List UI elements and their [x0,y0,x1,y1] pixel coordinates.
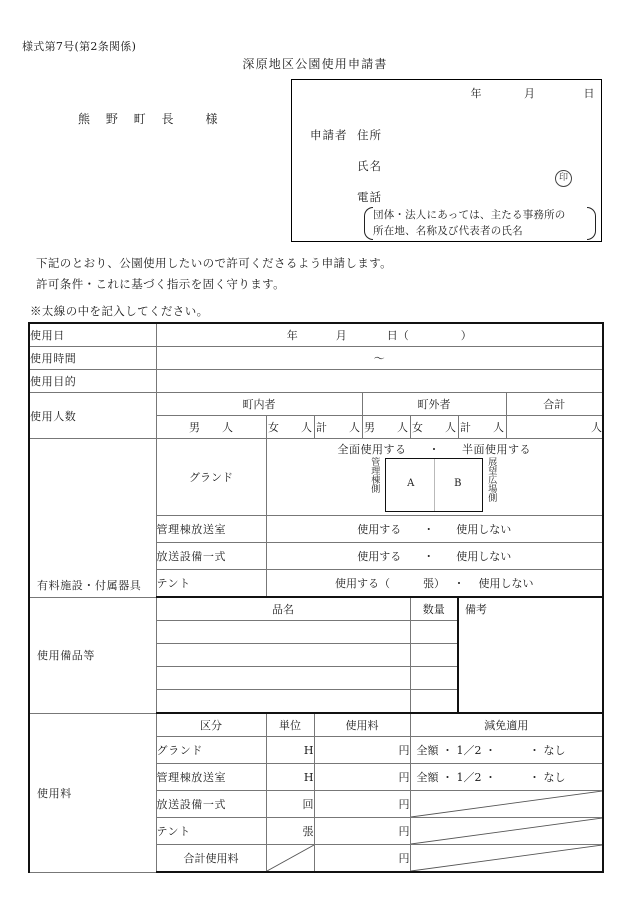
fee-reduction-grand-none[interactable]: なし [543,744,566,757]
fees-col-division: 区分 [156,713,266,737]
fee-reduction-broadcast-room-sep1: ・ [442,771,453,784]
label-equipment: 使用備品等 [29,597,156,713]
facility-name-tent: テント [156,570,266,598]
label-use-purpose: 使用目的 [29,370,156,393]
fees-col-reduction: 減免適用 [410,713,603,737]
table-row-use-purpose [29,370,603,393]
fee-reduction-grand-sep3: ・ [529,744,540,757]
diagonal-strike-icon [411,845,603,871]
corporate-note-line2: 所在地、名称及び代表者の氏名 [373,225,523,237]
fee-amount-total[interactable]: 円 [314,845,410,873]
value-use-time[interactable]: ～ [156,347,603,370]
grand-cell-b[interactable]: B [454,478,462,489]
request-statement-line1: 下記のとおり、公園使用したいので許可くださるよう申請します。 [36,256,393,270]
addressee-honorific: 様 [205,112,218,126]
value-use-purpose[interactable] [156,370,603,393]
grand-option-half[interactable]: 半面使用する [462,443,531,456]
value-use-date [156,323,603,347]
tent-opt-use[interactable]: 使用する（ 張） [335,577,440,590]
fee-division-total: 合計使用料 [156,845,266,873]
broadcast-room-opt-nouse[interactable]: 使用しない [456,523,512,536]
tent-opt-nouse[interactable]: 使用しない [478,577,534,590]
request-statement-line2: 許可条件・これに基づく指示を固く守ります。 [36,277,285,291]
equipment-item-2[interactable] [156,644,410,667]
table-row-headcount-groups [29,393,603,416]
fee-unit-grand: H [266,737,314,764]
table-row-fees-header [29,713,603,737]
label-use-date: 使用日 [29,323,156,347]
grand-option-line [267,441,603,457]
fee-division-grand: グランド [156,737,266,764]
broadcast-equipment-opt-use[interactable]: 使用する [357,550,402,563]
diagonal-strike-icon [411,791,603,817]
use-date-day-close: ） [460,329,472,342]
table-row-equipment-header [29,597,603,621]
left-paren-bracket [364,207,373,240]
headcount-total[interactable]: 人 [506,416,603,439]
equipment-item-4[interactable] [156,690,410,714]
label-fees: 使用料 [29,713,156,872]
table-row-use-time [29,347,603,370]
date-line [292,85,603,101]
equipment-qty-1[interactable] [410,621,458,644]
fee-reduction-grand-half[interactable]: 1／2 [456,744,482,757]
broadcast-room-separator: ・ [423,523,435,536]
grand-option-full[interactable]: 全面使用する [337,443,407,456]
equipment-qty-4[interactable] [410,690,458,714]
equipment-item-1[interactable] [156,621,410,644]
facility-broadcast-room-options [266,516,603,543]
broadcast-equipment-separator: ・ [423,550,435,563]
fee-reduction-broadcast-room-full[interactable]: 全額 [416,771,439,784]
facility-tent-options [266,570,603,598]
date-month-label: 月 [524,87,536,100]
table-row-use-date [29,323,603,347]
equipment-col-item: 品名 [156,597,410,621]
application-table [28,322,604,873]
facility-grand-options [266,439,603,516]
label-use-time: 使用時間 [29,347,156,370]
fee-reduction-tent [410,818,603,845]
fee-reduction-total [410,845,603,873]
broadcast-room-opt-use[interactable]: 使用する [357,523,402,536]
corporate-note-line1: 団体・法人にあっては、主たる事務所の [373,209,566,221]
headcount-out-sum[interactable]: 計 人 [458,416,506,439]
grand-side-label-right: 展望広場側 [486,457,497,502]
facility-name-broadcast-equipment: 放送設備一式 [156,543,266,570]
table-row-facility-grand [29,439,603,516]
label-headcount: 使用人数 [29,393,156,439]
fee-reduction-grand-full[interactable]: 全額 [416,744,439,757]
use-date-year: 年 [286,329,298,342]
applicant-label: 申請者 [310,128,348,142]
addressee [78,110,217,127]
date-year-label: 年 [470,87,482,100]
document-title: 深原地区公園使用申請書 [242,57,388,71]
fees-col-unit: 単位 [266,713,314,737]
broadcast-equipment-opt-nouse[interactable]: 使用しない [456,550,512,563]
applicant-box [291,79,602,242]
fee-reduction-broadcast-room-none[interactable]: なし [543,771,566,784]
fee-reduction-grand-sep2: ・ [485,744,496,757]
equipment-qty-3[interactable] [410,667,458,690]
fees-col-fee: 使用料 [314,713,410,737]
tel-field-label: 電話 [357,190,382,204]
form-code: 様式第7号(第2条関係) [22,40,137,53]
corporate-note-text [373,207,589,239]
headcount-in-sum[interactable]: 計 人 [314,416,362,439]
fee-reduction-broadcast-room-half[interactable]: 1／2 [456,771,482,784]
addressee-name: 熊 野 町 長 [78,112,180,126]
diagonal-strike-icon [267,845,314,871]
facility-broadcast-equipment-options [266,543,603,570]
equipment-col-remarks: 備考 [465,603,487,616]
fee-reduction-broadcast-room [410,764,603,791]
grand-option-separator: ・ [428,443,440,456]
headcount-out-male[interactable]: 男 人 [362,416,410,439]
headcount-group-total: 合計 [506,393,603,416]
fee-amount-broadcast-room[interactable]: 円 [314,764,410,791]
fee-reduction-grand-sep1: ・ [442,744,453,757]
fee-amount-grand[interactable]: 円 [314,737,410,764]
date-day-label: 日 [583,87,595,100]
fee-unit-broadcast-equipment: 回 [266,791,314,818]
grand-diagram-wrapper [267,439,603,515]
headcount-in-male[interactable]: 男 人 [156,416,266,439]
fee-amount-broadcast-equipment[interactable]: 円 [314,791,410,818]
use-date-month: 月 [335,329,347,342]
fee-division-broadcast-room: 管理棟放送室 [156,764,266,791]
fee-reduction-broadcast-room-sep2: ・ [485,771,496,784]
corporate-note [364,207,596,240]
seal-icon: 印 [555,170,572,187]
grand-side-label-left: 管理棟側 [369,457,380,493]
label-facilities: 有料施設・付属器具 [29,439,156,598]
headcount-in-female[interactable]: 女 人 [266,416,314,439]
fee-reduction-broadcast-equipment [410,791,603,818]
fee-division-broadcast-equipment: 放送設備一式 [156,791,266,818]
fee-unit-tent: 張 [266,818,314,845]
instruction-note: ※太線の中を記入してください。 [30,304,209,318]
equipment-remarks-cell[interactable] [458,597,603,713]
equipment-qty-2[interactable] [410,644,458,667]
name-field-label: 氏名 [357,159,382,173]
facility-name-broadcast-room: 管理棟放送室 [156,516,266,543]
equipment-item-3[interactable] [156,667,410,690]
fee-reduction-grand [410,737,603,764]
headcount-group-in-town: 町内者 [156,393,362,416]
grand-ab-diagram [385,458,483,512]
fee-division-tent: テント [156,818,266,845]
diagonal-strike-icon [411,818,603,844]
fee-unit-broadcast-room: H [266,764,314,791]
grand-cell-a[interactable]: A [407,478,415,489]
headcount-out-female[interactable]: 女 人 [410,416,458,439]
facility-name-grand: グランド [156,439,266,516]
right-paren-bracket [587,207,596,240]
address-field-label: 住所 [357,128,382,142]
headcount-group-out-town: 町外者 [362,393,506,416]
fee-reduction-broadcast-room-sep3: ・ [529,771,540,784]
tent-separator: ・ [453,577,465,590]
equipment-col-qty: 数量 [410,597,458,621]
fee-amount-tent[interactable]: 円 [314,818,410,845]
fee-unit-total [266,845,314,873]
use-date-day: 日（ [386,329,409,342]
